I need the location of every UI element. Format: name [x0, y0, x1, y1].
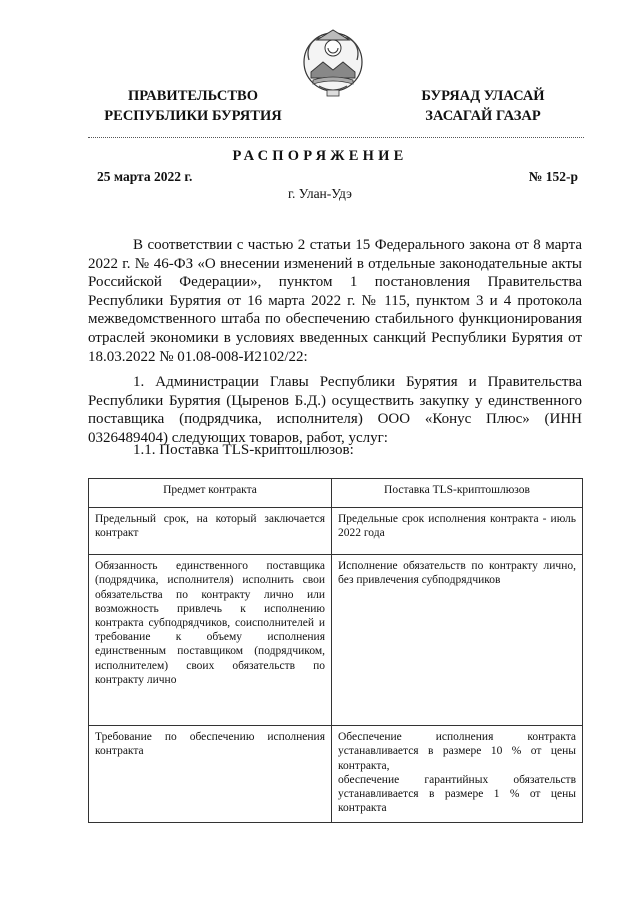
- item-1-1: 1.1. Поставка TLS-криптошлюзов:: [133, 442, 354, 458]
- header-right-line2: ЗАСАГАЙ ГАЗАР: [425, 108, 541, 124]
- table-header-cell: Предмет контракта: [89, 479, 332, 508]
- document-city: г. Улан-Удэ: [288, 186, 352, 201]
- government-name-buryat: [398, 86, 568, 126]
- header-divider: [88, 137, 584, 138]
- document-title: РАСПОРЯЖЕНИЕ: [232, 148, 408, 164]
- table-cell: Предельный срок, на который заключается контракт: [89, 508, 332, 555]
- table-row: [89, 555, 583, 726]
- table-cell: Исполнение обязательств по контракту лично, без привлечения субподрядчиков: [332, 555, 583, 726]
- government-name-russian: [88, 86, 298, 126]
- coat-of-arms-icon: [297, 24, 369, 100]
- header-right-line1: БУРЯАД УЛАСАЙ: [421, 88, 545, 104]
- table-row: [89, 508, 583, 555]
- header-left-line1: ПРАВИТЕЛЬСТВО: [128, 88, 258, 104]
- document-date: 25 марта 2022 г.: [97, 169, 193, 184]
- document-number: № 152-р: [528, 169, 578, 184]
- table-cell: Обязанность единственного поставщика (подрядчика, исполнителя) исполнить свои обязательства по контракту лично или возможность привлечь к исполнению контракта субподрядчиков, соисполнителей и требование к объему исполнения единственным поставщиком (подрядчиком, исполнителем) своих обязательств по контракту лично: [89, 555, 332, 726]
- item-1-paragraph: 1. Администрации Главы Республики Бурятия и Правительства Республики Бурятия (Цыренов Б.Д.) осуществить закупку у единственного поставщика (подрядчика, исполнителя) ООО «Конус Плюс» (ИНН 0326489404) следующих товаров, работ, услуг:: [88, 374, 582, 446]
- table-header-row: [89, 479, 583, 508]
- contract-table: [88, 478, 583, 823]
- preamble-paragraph: В соответствии с частью 2 статьи 15 Федерального закона от 8 марта 2022 г. № 46-ФЗ «О внесении изменений в отдельные законодательные акты Российской Федерации», пунктом 1 постановления Правительства Республики Бурятия от 16 марта 2022 г. № 115, пунктом 3 и 4 протокола межведомственного штаба по обеспечению стабильного функционирования отраслей экономики в условиях введенных санкций Республики Бурятия от 18.03.2022 № 01.08-008-И2102/22:: [88, 237, 582, 365]
- table-cell: Предельные срок исполнения контракта - июль 2022 года: [332, 508, 583, 555]
- table-cell: Обеспечение исполнения контракта устанавливается в размере 10 % от цены контракта, обеспечение гарантийных обязательств устанавливается в размере 1 % от цены контракта: [332, 726, 583, 823]
- table-cell: Требование по обеспечению исполнения контракта: [89, 726, 332, 823]
- table-header-cell: Поставка TLS-криптошлюзов: [332, 479, 583, 508]
- table-row: [89, 726, 583, 823]
- header-left-line2: РЕСПУБЛИКИ БУРЯТИЯ: [104, 108, 282, 124]
